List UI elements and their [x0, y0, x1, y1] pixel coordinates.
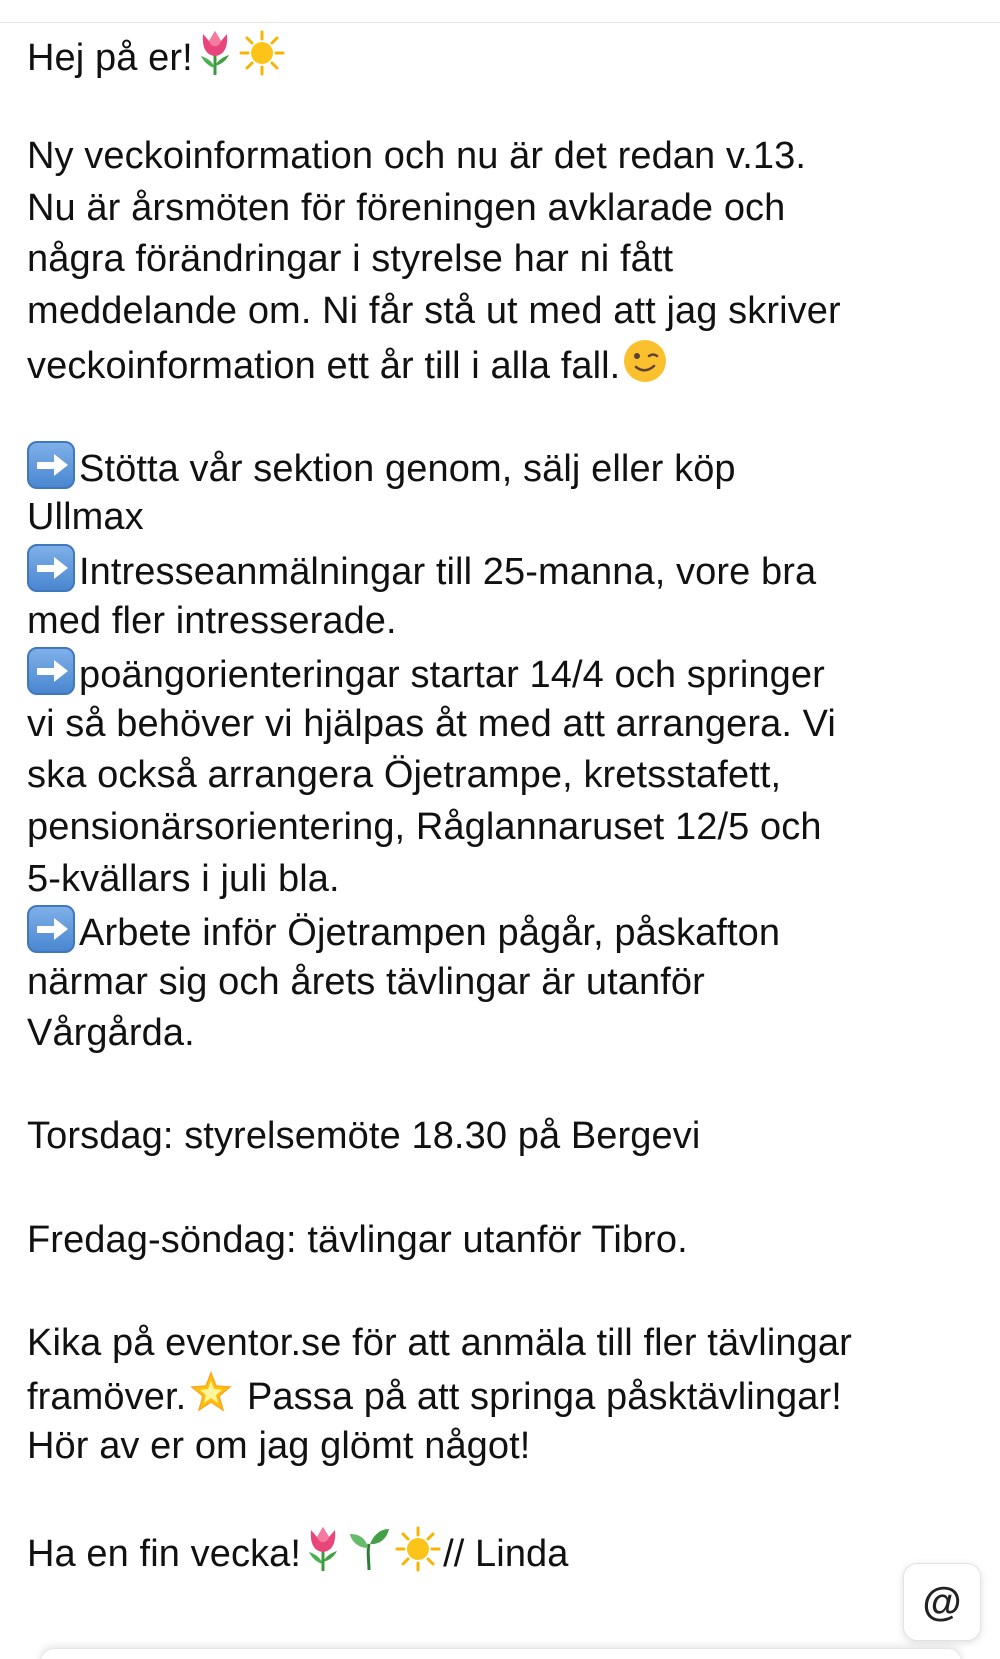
winking-face-icon: [622, 338, 668, 384]
composer-panel[interactable]: [40, 1648, 962, 1659]
bullet-continuation: 5-kvällars i juli bla.: [27, 857, 340, 900]
greeting-text: Hej på er!: [27, 37, 193, 79]
thursday-line: Torsdag: styrelsemöte 18.30 på Bergevi: [27, 1115, 701, 1158]
bullet-continuation: ska också arrangera Öjetrampe, kretsstafett,: [27, 754, 782, 797]
sun-icon: [239, 30, 285, 76]
intro-line-text: veckoinformation ett år till i alla fall.: [27, 344, 621, 387]
eventor-line: [27, 1369, 977, 1421]
bullet-text: Arbete inför Öjetrampen pågår, påskafton: [79, 912, 781, 955]
closing-text: Ha en fin vecka!: [27, 1533, 302, 1576]
intro-line: meddelande om. Ni får stå ut med att jag skriver: [27, 289, 841, 332]
bullet-continuation: närmar sig och årets tävlingar är utanför: [27, 960, 705, 1003]
tulip-icon: [303, 1524, 343, 1572]
intro-line: några förändringar i styrelse har ni fått: [27, 238, 674, 281]
intro-line: Ny veckoinformation och nu är det redan v.13.: [27, 135, 806, 178]
intro-line: Nu är årsmöten för föreningen avklarade och: [27, 186, 786, 229]
eventor-line: Hör av er om jag glömt något!: [27, 1425, 531, 1468]
tulip-icon: [195, 28, 235, 76]
bullet-continuation: Vårgårda.: [27, 1012, 195, 1055]
bullet-text: poängorienteringar startar 14/4 och springer: [79, 654, 825, 697]
bullet-continuation: vi så behöver vi hjälpas åt med att arrangera. Vi: [27, 702, 836, 745]
eventor-text: framöver.: [27, 1376, 187, 1419]
bullet-item: [27, 441, 977, 493]
right-arrow-icon: [27, 441, 75, 489]
mention-button[interactable]: @: [903, 1563, 981, 1641]
weekend-line: Fredag-söndag: tävlingar utanför Tibro.: [27, 1218, 688, 1261]
right-arrow-icon: [27, 544, 75, 592]
seedling-icon: [347, 1526, 391, 1572]
closing-line: [27, 1524, 977, 1576]
bullet-continuation: pensionärsorientering, Råglannaruset 12/5 och: [27, 805, 822, 848]
bullet-continuation: med fler intresserade.: [27, 599, 397, 642]
eventor-text: Passa på att springa påsktävlingar!: [236, 1376, 842, 1419]
greeting-line: [27, 28, 977, 80]
top-divider: [0, 22, 1000, 23]
right-arrow-icon: [27, 905, 75, 953]
bullet-continuation: Ullmax: [27, 496, 144, 539]
eventor-line: Kika på eventor.se för att anmäla till fler tävlingar: [27, 1321, 852, 1364]
bullet-text: Intresseanmälningar till 25-manna, vore bra: [79, 550, 817, 593]
intro-line-last: [27, 338, 977, 390]
sun-icon: [395, 1526, 441, 1572]
bullet-item: [27, 544, 977, 596]
bullet-text: Stötta vår sektion genom, sälj eller köp: [79, 447, 736, 490]
bullet-item: [27, 647, 977, 699]
signature-text: // Linda: [443, 1533, 569, 1576]
right-arrow-icon: [27, 647, 75, 695]
glowing-star-icon: [188, 1369, 234, 1415]
bullet-item: [27, 905, 977, 957]
post-body: [27, 28, 977, 1576]
